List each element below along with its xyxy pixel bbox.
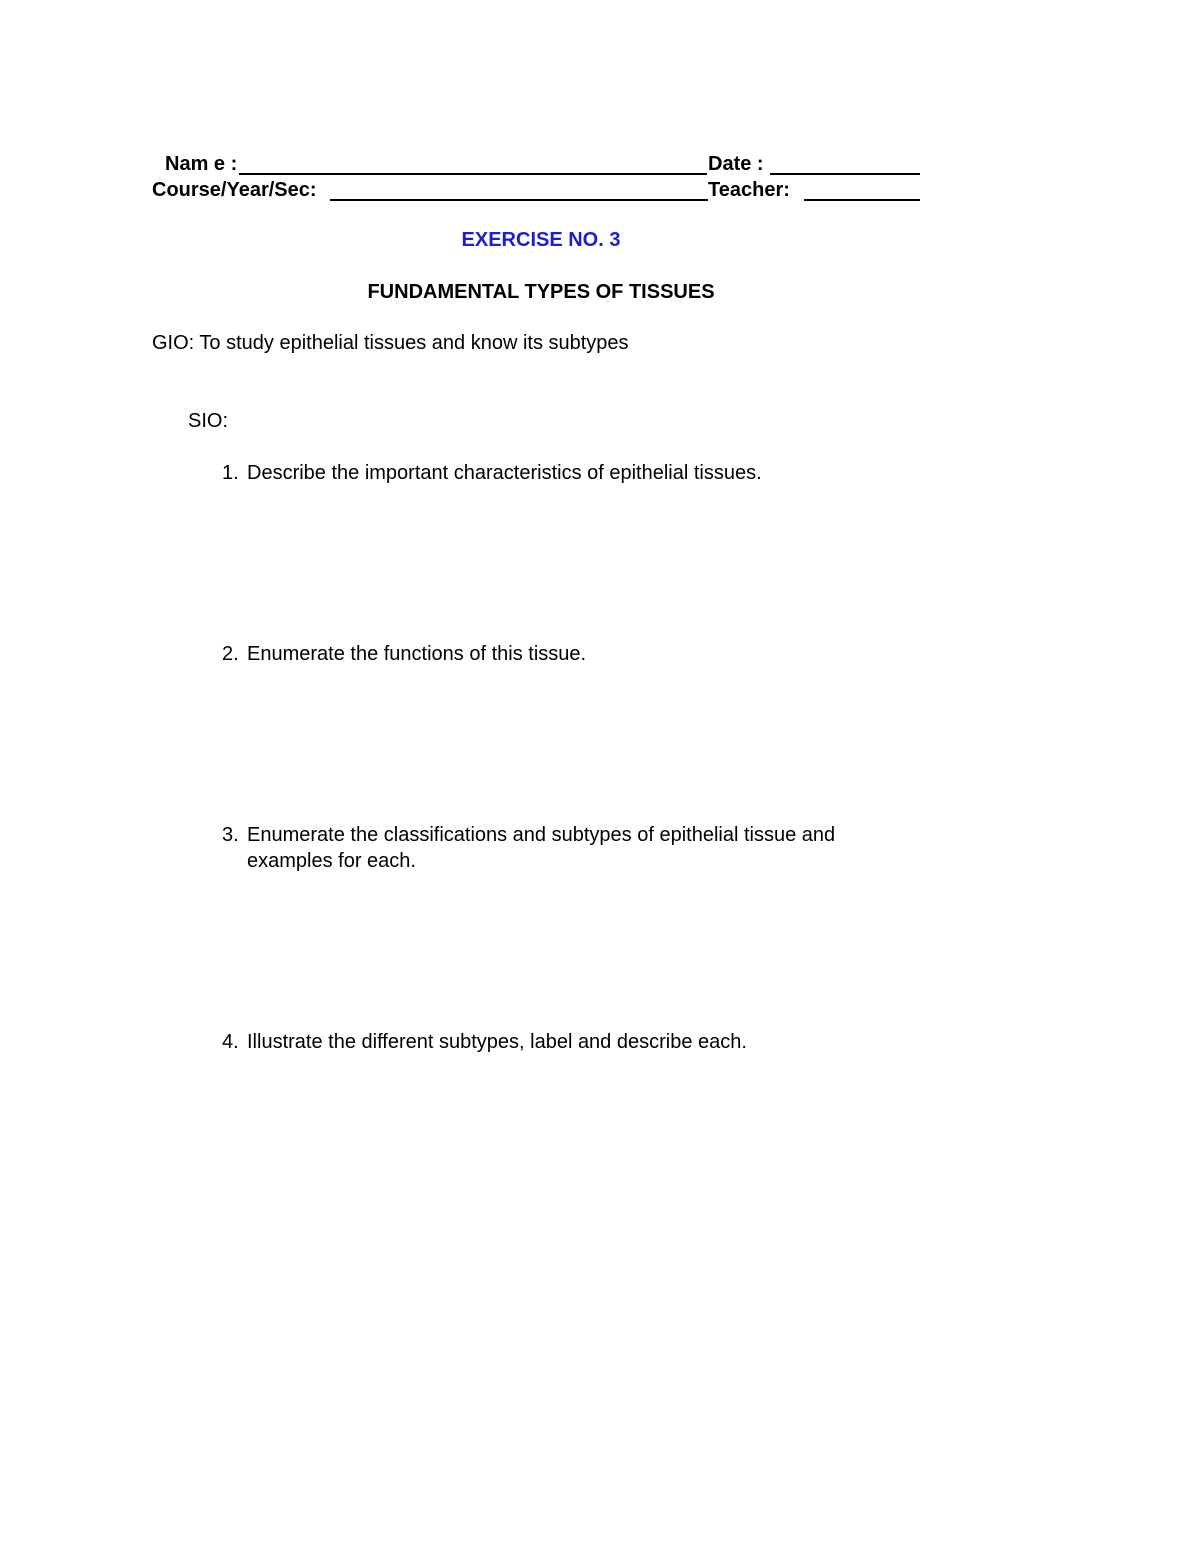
topic-title: FUNDAMENTAL TYPES OF TISSUES: [367, 281, 715, 303]
item-text: Describe the important characteristics of epithelial tissues.: [247, 462, 762, 484]
gio-text: GIO: To study epithelial tissues and know its subtypes: [152, 332, 629, 354]
header-row-name-date: [152, 151, 922, 177]
item-number: 1.: [222, 462, 239, 484]
teacher-blank[interactable]: [804, 177, 920, 201]
item-text: Enumerate the classifications and subtypes of epithelial tissue and examples for each.: [247, 824, 836, 872]
course-label: Course/Year/Sec:: [152, 179, 317, 201]
item-number: 4.: [222, 1031, 239, 1053]
exercise-title: EXERCISE NO. 3: [461, 229, 621, 251]
name-blank[interactable]: [239, 151, 707, 175]
sio-label: SIO:: [188, 410, 229, 432]
item-number: 3.: [222, 824, 239, 846]
item-text: Enumerate the functions of this tissue.: [247, 643, 587, 665]
date-label: Date :: [708, 153, 764, 175]
course-blank[interactable]: [330, 177, 708, 201]
header-row-course-teacher: [152, 177, 922, 203]
item-text: Illustrate the different subtypes, label and describe each.: [247, 1031, 747, 1053]
teacher-label: Teacher:: [708, 179, 790, 201]
item-number: 2.: [222, 643, 239, 665]
name-label: Nam e :: [165, 153, 238, 175]
date-blank[interactable]: [770, 151, 920, 175]
